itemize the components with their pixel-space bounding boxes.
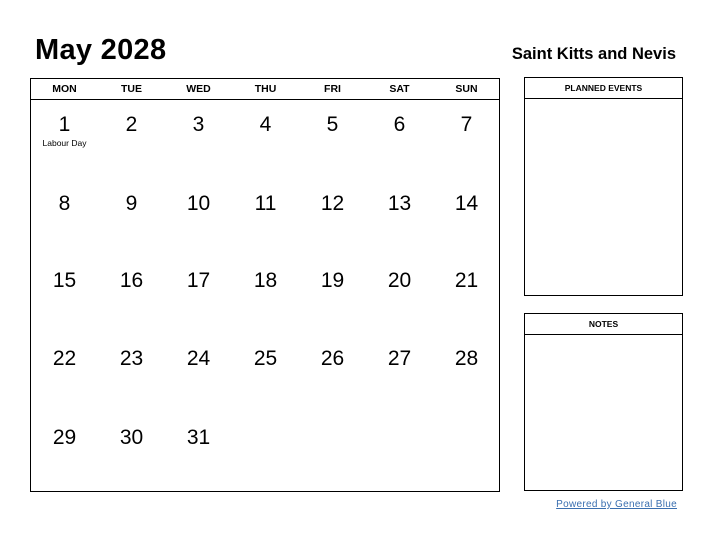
day-cell bbox=[165, 113, 232, 137]
day-number: 5 bbox=[326, 113, 339, 136]
powered-by-link[interactable]: Powered by General Blue bbox=[556, 499, 677, 510]
day-number: 27 bbox=[387, 347, 412, 370]
weekday-mon: MON bbox=[52, 83, 77, 95]
day-number: 11 bbox=[254, 192, 277, 215]
day-cell bbox=[299, 113, 366, 137]
calendar-grid bbox=[30, 78, 500, 492]
day-cell bbox=[98, 269, 165, 293]
page-title: May 2028 bbox=[35, 34, 167, 66]
weekday-sun: SUN bbox=[455, 83, 478, 95]
day-cell bbox=[299, 347, 366, 371]
weekday-thu: THU bbox=[254, 83, 277, 95]
country-name: Saint Kitts and Nevis bbox=[511, 45, 676, 63]
day-cell bbox=[98, 113, 165, 137]
day-number: 29 bbox=[52, 426, 77, 449]
weekday-header bbox=[31, 79, 499, 100]
day-cell bbox=[433, 269, 500, 293]
day-cell bbox=[31, 426, 98, 450]
day-number: 8 bbox=[58, 192, 71, 215]
day-number: 7 bbox=[460, 113, 473, 136]
day-number: 20 bbox=[387, 269, 412, 292]
day-cell bbox=[366, 113, 433, 137]
day-cell bbox=[165, 347, 232, 371]
weekday-fri: FRI bbox=[324, 83, 341, 95]
weekday-wed: WED bbox=[186, 83, 211, 95]
day-cell bbox=[433, 192, 500, 216]
planned-events-panel bbox=[524, 77, 683, 296]
day-number: 26 bbox=[320, 347, 345, 370]
notes-heading: NOTES bbox=[525, 314, 682, 335]
day-cell bbox=[98, 347, 165, 371]
day-cell bbox=[232, 269, 299, 293]
day-number: 9 bbox=[125, 192, 138, 215]
day-cell bbox=[232, 113, 299, 137]
day-number: 15 bbox=[52, 269, 77, 292]
holiday-label: Labour Day bbox=[42, 138, 87, 148]
day-number: 14 bbox=[454, 192, 479, 215]
day-number: 3 bbox=[192, 113, 205, 136]
day-number: 25 bbox=[253, 347, 278, 370]
day-cell bbox=[299, 269, 366, 293]
weekday-sat: SAT bbox=[389, 83, 410, 95]
day-cell bbox=[366, 269, 433, 293]
day-number: 30 bbox=[119, 426, 144, 449]
day-cell bbox=[31, 113, 98, 149]
day-cell bbox=[366, 347, 433, 371]
day-number: 4 bbox=[259, 113, 272, 136]
day-number: 18 bbox=[253, 269, 278, 292]
day-cell bbox=[165, 192, 232, 216]
day-cell bbox=[31, 192, 98, 216]
day-cell bbox=[165, 426, 232, 450]
day-number: 28 bbox=[454, 347, 479, 370]
day-cell bbox=[299, 192, 366, 216]
day-cell bbox=[31, 347, 98, 371]
day-number: 2 bbox=[125, 113, 138, 136]
planned-events-heading: PLANNED EVENTS bbox=[525, 78, 682, 99]
day-number: 31 bbox=[186, 426, 211, 449]
day-number: 13 bbox=[387, 192, 412, 215]
day-number: 1 bbox=[58, 113, 71, 136]
weekday-tue: TUE bbox=[121, 83, 142, 95]
day-number: 21 bbox=[454, 269, 479, 292]
day-cell bbox=[98, 192, 165, 216]
day-cell bbox=[232, 347, 299, 371]
day-number: 22 bbox=[52, 347, 77, 370]
day-number: 10 bbox=[186, 192, 211, 215]
day-cell bbox=[366, 192, 433, 216]
day-number: 6 bbox=[393, 113, 406, 136]
day-cell bbox=[31, 269, 98, 293]
notes-panel bbox=[524, 313, 683, 491]
day-cell bbox=[433, 347, 500, 371]
day-cell bbox=[433, 113, 500, 137]
day-number: 17 bbox=[186, 269, 211, 292]
day-number: 24 bbox=[186, 347, 211, 370]
day-number: 12 bbox=[320, 192, 345, 215]
day-number: 23 bbox=[119, 347, 144, 370]
day-cell bbox=[98, 426, 165, 450]
day-cell bbox=[165, 269, 232, 293]
day-cell bbox=[232, 192, 299, 216]
day-number: 16 bbox=[119, 269, 144, 292]
day-number: 19 bbox=[320, 269, 345, 292]
